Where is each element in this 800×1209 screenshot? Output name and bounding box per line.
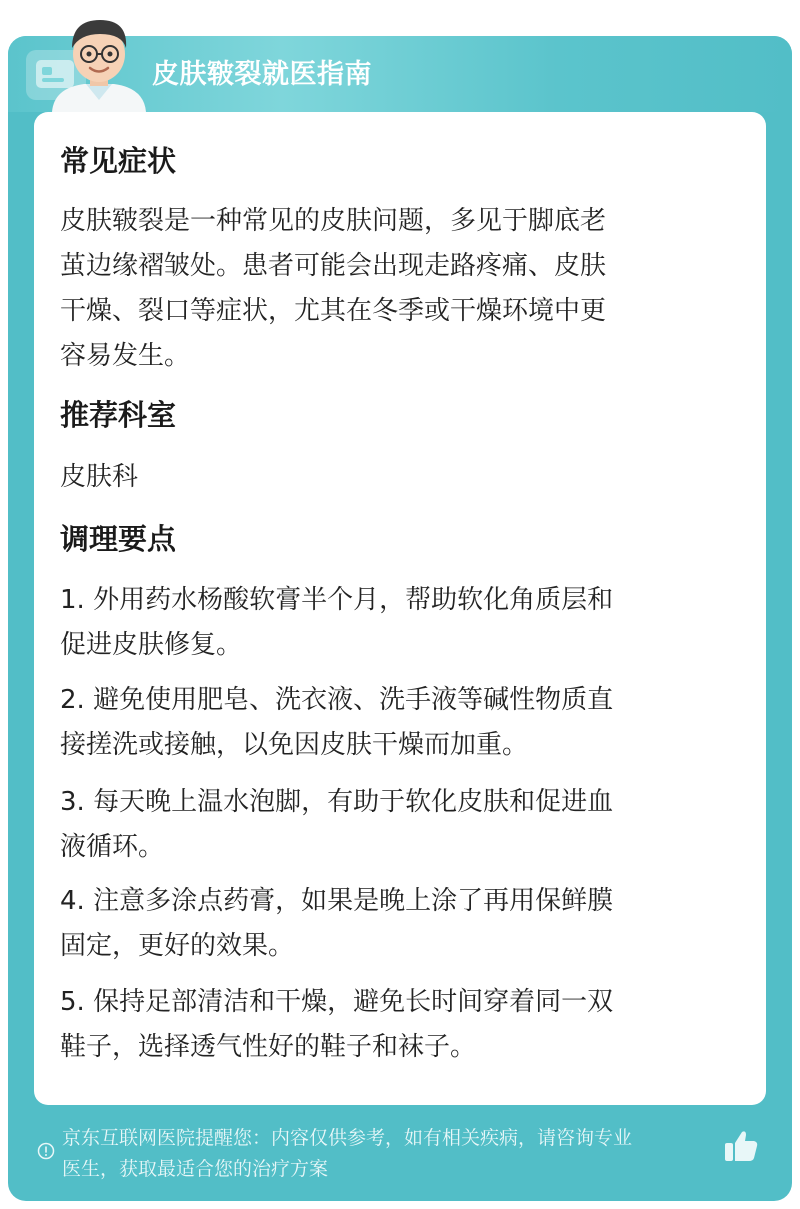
care-item-3 [60,780,730,870]
care-item-line: 鞋子，选择透气性好的鞋子和袜子。 [60,1032,477,1062]
symptoms-line: 皮肤皲裂是一种常见的皮肤问题，多见于脚底老 [60,206,607,236]
care-item-line: 3. 每天晚上温水泡脚，有助于软化皮肤和促进血 [60,787,614,817]
care-item-line: 2. 避免使用肥皂、洗衣液、洗手液等碱性物质直 [60,685,614,715]
doctor-avatar [44,8,154,112]
care-item-line: 5. 保持足部清洁和干燥，避免长时间穿着同一双 [60,987,614,1017]
care-item-4 [60,879,730,969]
disclaimer-line: 京东互联网医院提醒您：内容仅供参考，如有相关疾病，请咨询专业 [62,1127,633,1149]
care-title: 调理要点 [60,522,177,556]
symptoms-line: 容易发生。 [60,341,191,371]
department-title: 推荐科室 [60,398,177,432]
disclaimer-line: 医生，获取最适合您的治疗方案 [62,1158,329,1180]
page-title: 皮肤皲裂就医指南 [152,59,372,90]
symptoms-title: 常见症状 [60,144,177,178]
symptoms-line: 干燥、裂口等症状，尤其在冬季或干燥环境中更 [60,296,607,326]
care-item-line: 4. 注意多涂点药膏，如果是晚上涂了再用保鲜膜 [60,886,614,916]
care-item-line: 液循环。 [60,832,165,862]
symptoms-text [60,199,730,379]
info-icon [37,1142,55,1160]
care-item-2 [60,678,730,768]
thumbs-up-icon[interactable] [722,1128,760,1164]
department-value: 皮肤科 [60,462,139,492]
care-item-line: 1. 外用药水杨酸软膏半个月，帮助软化角质层和 [60,585,614,615]
care-item-line: 接搓洗或接触，以免因皮肤干燥而加重。 [60,730,529,760]
footer-disclaimer [62,1123,742,1185]
symptoms-line: 茧边缘褶皱处。患者可能会出现走路疼痛、皮肤 [60,251,607,281]
care-item-5 [60,980,730,1070]
care-item-1 [60,578,730,668]
care-item-line: 固定，更好的效果。 [60,931,295,961]
care-item-line: 促进皮肤修复。 [60,630,243,660]
